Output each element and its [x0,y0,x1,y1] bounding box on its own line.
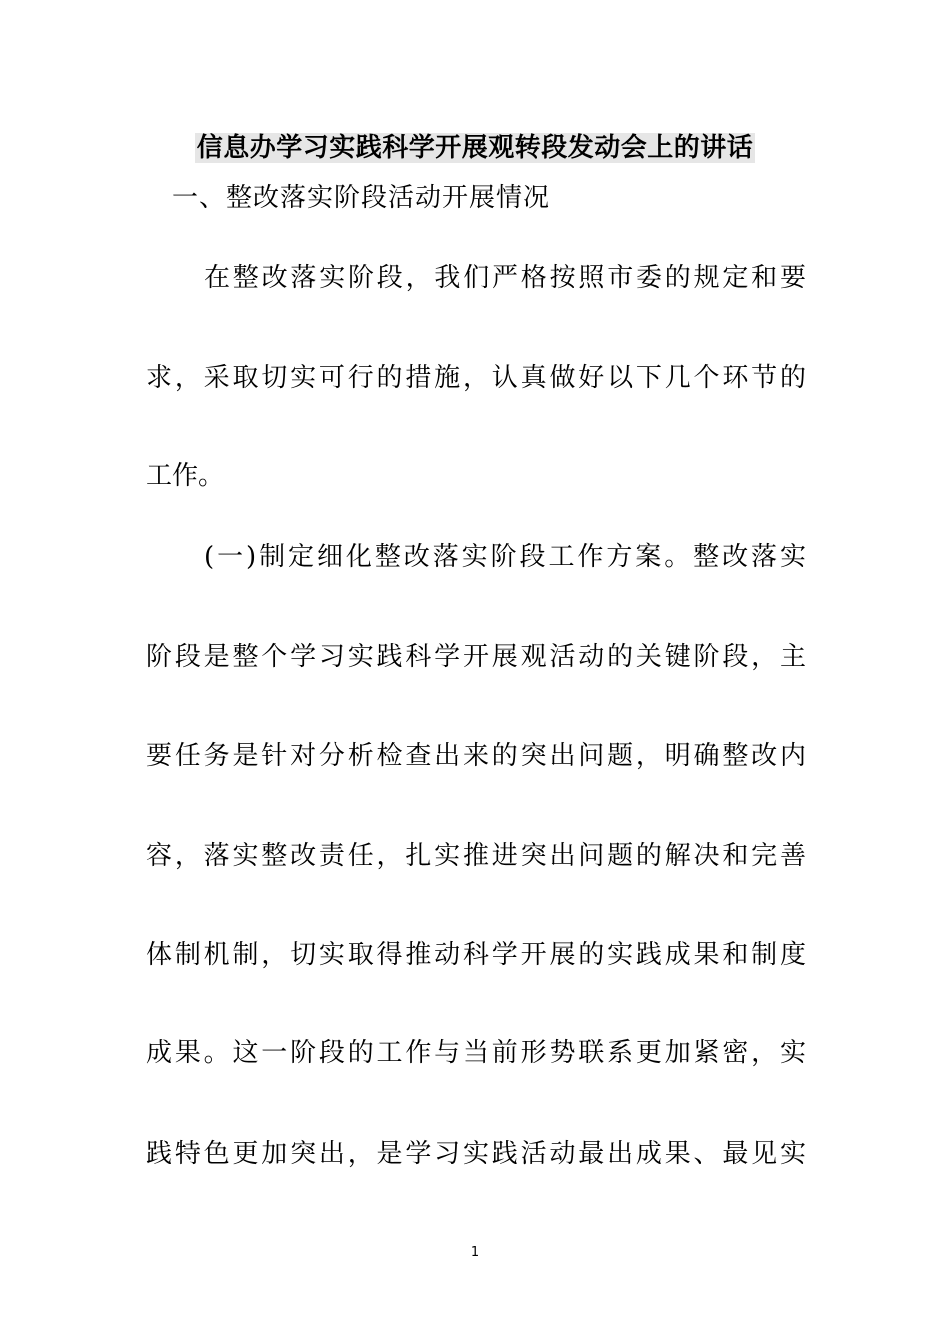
paragraph-line: 要任务是针对分析检查出来的突出问题，明确整改内 [146,741,806,771]
paragraph-line: 成果。这一阶段的工作与当前形势联系更加紧密，实 [146,1038,806,1068]
page-number: 1 [470,1245,480,1260]
paragraph-line: 践特色更加突出，是学习实践活动最出成果、最见实 [146,1139,806,1169]
paragraph-line: 求，采取切实可行的措施，认真做好以下几个环节的 [146,363,806,393]
paragraph-line: 工作。 [146,461,225,491]
paragraph-line: 阶段是整个学习实践科学开展观活动的关键阶段，主 [146,642,806,672]
paragraph-line: 体制机制，切实取得推动科学开展的实践成果和制度 [146,940,806,970]
section-heading: 一、整改落实阶段活动开展情况 [172,183,551,213]
document-title-text: 信息办学习实践科学开展观转段发动会上的讲话 [196,133,754,163]
paragraph-line: (一)制定细化整改落实阶段工作方案。整改落实 [204,542,806,572]
paragraph-line: 在整改落实阶段，我们严格按照市委的规定和要 [204,263,806,293]
document-title [0,128,950,168]
paragraph-line: 容，落实整改责任，扎实推进突出问题的解决和完善 [146,841,806,871]
